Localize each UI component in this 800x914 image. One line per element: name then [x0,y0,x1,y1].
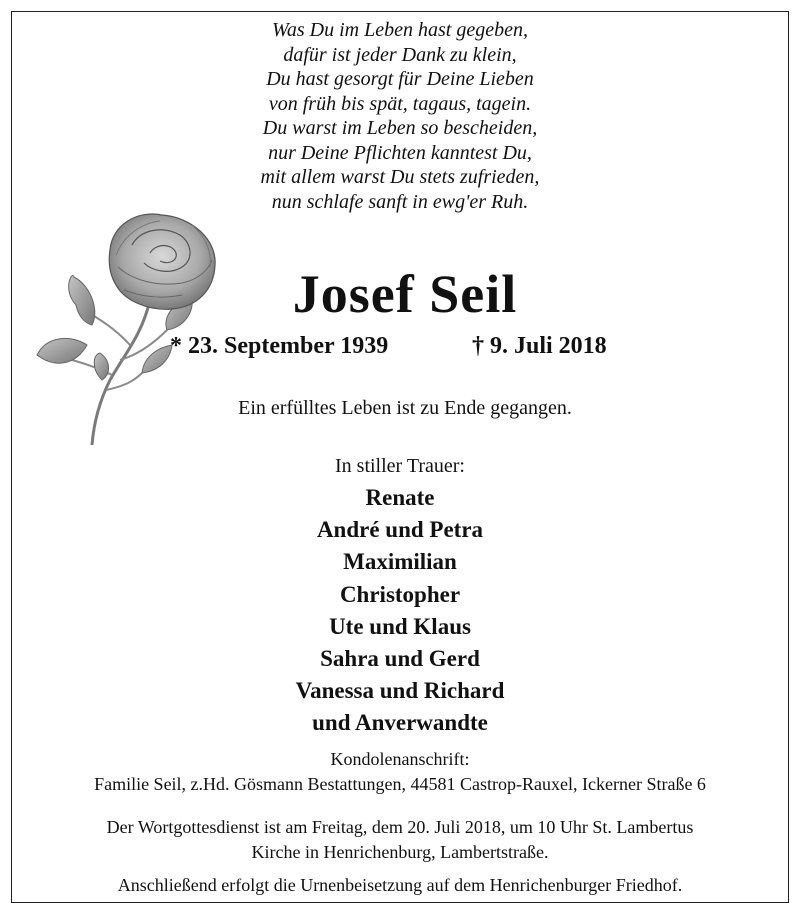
mourner-name: Ute und Klaus [329,613,471,639]
poem-line: Du warst im Leben so bescheiden, [262,117,538,139]
death-date: † 9. Juli 2018 [472,333,607,359]
poem-line: nur Deine Pflichten kanntest Du, [268,141,532,164]
condolence-address-line: Familie Seil, z.Hd. Gösmann Bestattungen, 44581 Castrop-Rauxel, Ickerner Straße 6 [94,774,706,794]
poem-line: mit allem warst Du stets zufrieden, [260,166,540,188]
condolence-label: Kondolenanschrift: [330,749,470,769]
mourner-name: und Anverwandte [312,710,488,736]
poem-line: dafür ist jeder Dank zu klein, [283,43,517,66]
poem-line: Du hast gesorgt für Deine Lieben [266,68,534,90]
poem [0,18,800,214]
poem-line: nun schlafe sanft in ewg'er Ruh. [271,190,529,213]
condolence-address [0,747,800,797]
mourner-name: André und Petra [316,517,484,543]
mourner-name: Maximilian [343,549,457,575]
service-info [0,815,800,865]
mourners-label: In stiller Trauer: [335,455,465,477]
service-line: Kirche in Henrichenburg, Lambertstraße. [251,842,549,862]
mourners-list [0,482,800,740]
tagline: Ein erfülltes Leben ist zu Ende gegangen. [238,397,572,419]
birth-date: * 23. September 1939 [170,333,389,359]
service-line: Der Wortgottesdienst ist am Freitag, dem 20. Juli 2018, um 10 Uhr St. Lambertus [106,817,694,837]
mourner-name: Vanessa und Richard [295,678,505,704]
mourner-name: Renate [365,485,435,510]
deceased-name: Josef Seil [292,264,518,324]
burial-info: Anschließend erfolgt die Urnenbeisetzung auf dem Henrichenburger Friedhof. [117,875,683,895]
mourner-name: Christopher [339,581,461,607]
poem-line: Was Du im Leben hast gegeben, [272,19,528,41]
poem-line: von früh bis spät, tagaus, tagein. [268,92,532,115]
mourner-name: Sahra und Gerd [320,646,480,672]
